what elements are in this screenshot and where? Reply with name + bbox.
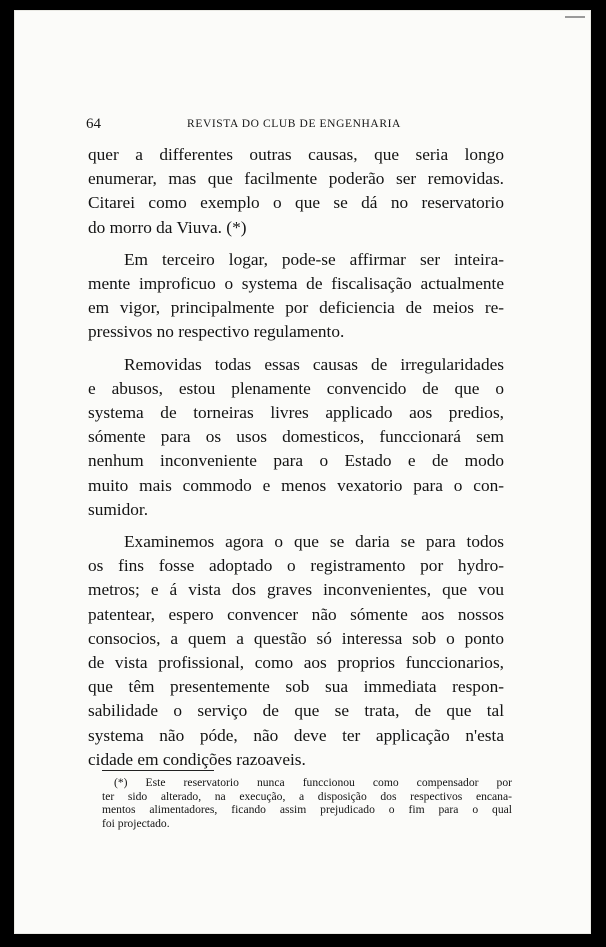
text-line: quer a differentes outras causas, que seria longo bbox=[88, 145, 504, 164]
text-line: sabilidade o serviço de que se trata, de que tal bbox=[88, 701, 504, 721]
text-line: Em terceiro logar, pode-se affirmar ser inteira- bbox=[124, 249, 504, 269]
footnote-line: mentos alimentadores, ficando assim prejudicado o fim para o qual bbox=[102, 803, 512, 817]
footnote-line: (*) Este reservatorio nunca funccionou como compensador por bbox=[114, 776, 512, 789]
paragraph-3 bbox=[88, 353, 504, 522]
text-line: cidade em condições razoaveis. bbox=[88, 749, 306, 769]
text-line: sumidor. bbox=[88, 499, 149, 519]
footnote-divider bbox=[102, 770, 214, 771]
text-line: do morro da Viuva. (*) bbox=[88, 217, 247, 237]
text-line: metros; e á vista dos graves inconvenientes, que vou bbox=[88, 580, 504, 600]
footnote-line: ter sido alterado, na execução, a disposição dos respectivos encana- bbox=[102, 789, 512, 803]
text-line: systema não póde, não deve ter applicação n'esta bbox=[88, 725, 504, 745]
text-line: mente improficuo o systema de fiscalisação actualmente bbox=[88, 274, 504, 294]
text-line: consocios, a quem a questão só interessa sob o ponto bbox=[88, 628, 504, 648]
paragraph-2 bbox=[88, 248, 504, 345]
text-line: Removidas todas essas causas de irregularidades bbox=[124, 354, 504, 374]
text-line: Examinemos agora o que se daria se para todos bbox=[124, 532, 504, 552]
body-text bbox=[88, 143, 504, 772]
text-line: de vista profissional, como aos proprios funccionarios, bbox=[88, 653, 504, 673]
footnote bbox=[102, 776, 512, 830]
paragraph-4 bbox=[88, 530, 504, 772]
text-line: Citarei como exemplo o que se dá no reservatorio bbox=[88, 193, 504, 213]
text-line: em vigor, principalmente por deficiencia de meios re- bbox=[88, 298, 504, 318]
text-line: sómente para os usos domesticos, funccionará sem bbox=[88, 427, 504, 447]
text-line: enumerar, mas que facilmente poderão ser removidas. bbox=[88, 169, 504, 189]
page-edge-mark bbox=[565, 16, 585, 18]
paragraph-1 bbox=[88, 143, 504, 240]
text-line: que têm presentemente sob sua immediata respon- bbox=[88, 677, 504, 697]
text-line: systema de torneiras livres applicado aos predios, bbox=[88, 403, 504, 423]
page-number: 64 bbox=[86, 116, 101, 132]
text-line: nenhum inconveniente para o Estado e de modo bbox=[88, 451, 504, 471]
text-line: muito mais commodo e menos vexatorio para o con- bbox=[88, 475, 504, 495]
text-line: patentear, espero convencer não sómente aos nossos bbox=[88, 604, 504, 624]
footnote-line: foi projectado. bbox=[102, 816, 170, 830]
text-line: os fins fosse adoptado o registramento por hydro- bbox=[88, 556, 504, 576]
text-line: e abusos, estou plenamente convencido de que o bbox=[88, 378, 504, 398]
text-line: pressivos no respectivo regulamento. bbox=[88, 322, 345, 342]
running-head: REVISTA DO CLUB DE ENGENHARIA bbox=[187, 118, 401, 130]
